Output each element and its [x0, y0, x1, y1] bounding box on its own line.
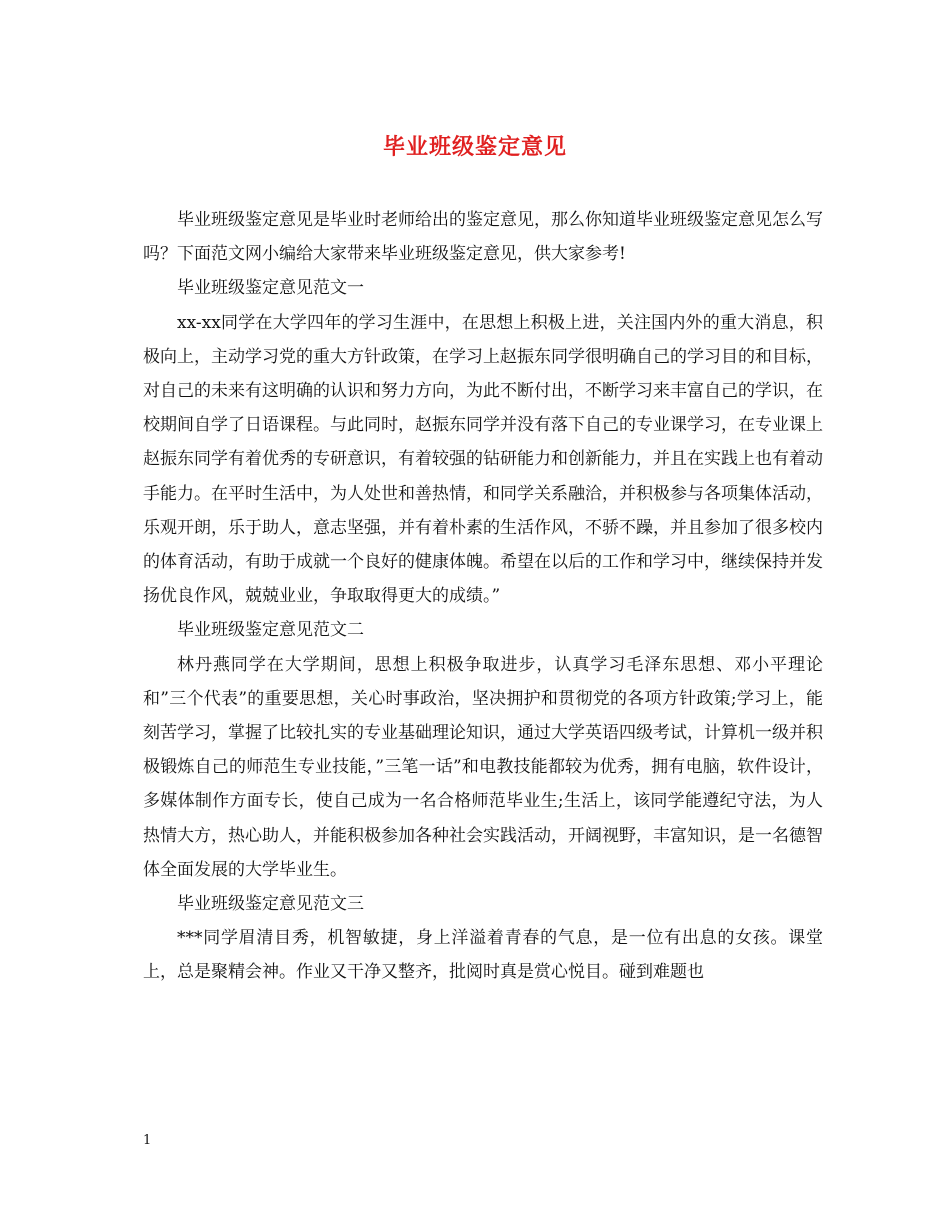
intro-paragraph: 毕业班级鉴定意见是毕业时老师给出的鉴定意见，那么你知道毕业班级鉴定意见怎么写吗？下面范文网小编给大家带来毕业班级鉴定意见，供大家参考! — [143, 210, 823, 265]
section-heading: 毕业班级鉴定意见范文一 — [177, 278, 364, 299]
section-heading: 毕业班级鉴定意见范文三 — [177, 894, 364, 915]
body-paragraph: 林丹燕同学在大学期间，思想上积极争取进步，认真学习毛泽东思想、邓小平理论和”三个代表”的重要思想，关心时事政治，坚决拥护和贯彻党的各项方针政策;学习上，能刻苦学习，掌握了比较扎实的专业基础理论知识，通过大学英语四级考试，计算机一级并积极锻炼自己的师范生专业技能，”三笔一话”和电教技能都较为优秀，拥有电脑，软件设计，多媒体制作方面专长，使自己成为一名合格师范毕业生;生活上，该同学能遵纪守法，为人热情大方，热心助人，并能积极参加各种社会实践活动，开阔视野，丰富知识，是一名德智体全面发展的大学毕业生。 — [143, 654, 823, 880]
document-body — [143, 203, 823, 990]
body-paragraph: ***同学眉清目秀，机智敏捷，身上洋溢着青春的气息，是一位有出息的女孩。课堂上，总是聚精会神。作业又干净又整齐，批阅时真是赏心悦目。碰到难题也 — [143, 928, 823, 983]
page-number: 1 — [143, 1133, 152, 1148]
body-paragraph: xx-xx同学在大学四年的学习生涯中，在思想上积极上进，关注国内外的重大消息，积极向上，主动学习党的重大方针政策，在学习上赵振东同学很明确自己的学习目的和目标，对自己的未来有这明确的认识和努力方向，为此不断付出，不断学习来丰富自己的学识，在校期间自学了日语课程。与此同时，赵振东同学并没有落下自己的专业课学习，在专业课上赵振东同学有着优秀的专研意识，有着较强的钻研能力和创新能力，并且在实践上也有着动手能力。在平时生活中，为人处世和善热情，和同学关系融洽，并积极参与各项集体活动，乐观开朗，乐于助人，意志坚强，并有着朴素的生活作风，不骄不躁，并且参加了很多校内的体育活动，有助于成就一个良好的健康体魄。希望在以后的工作和学习中，继续保持并发扬优良作风，兢兢业业，争取取得更大的成绩。” — [143, 312, 823, 607]
section-heading: 毕业班级鉴定意见范文二 — [177, 620, 364, 641]
document-title: 毕业班级鉴定意见 — [382, 134, 567, 160]
